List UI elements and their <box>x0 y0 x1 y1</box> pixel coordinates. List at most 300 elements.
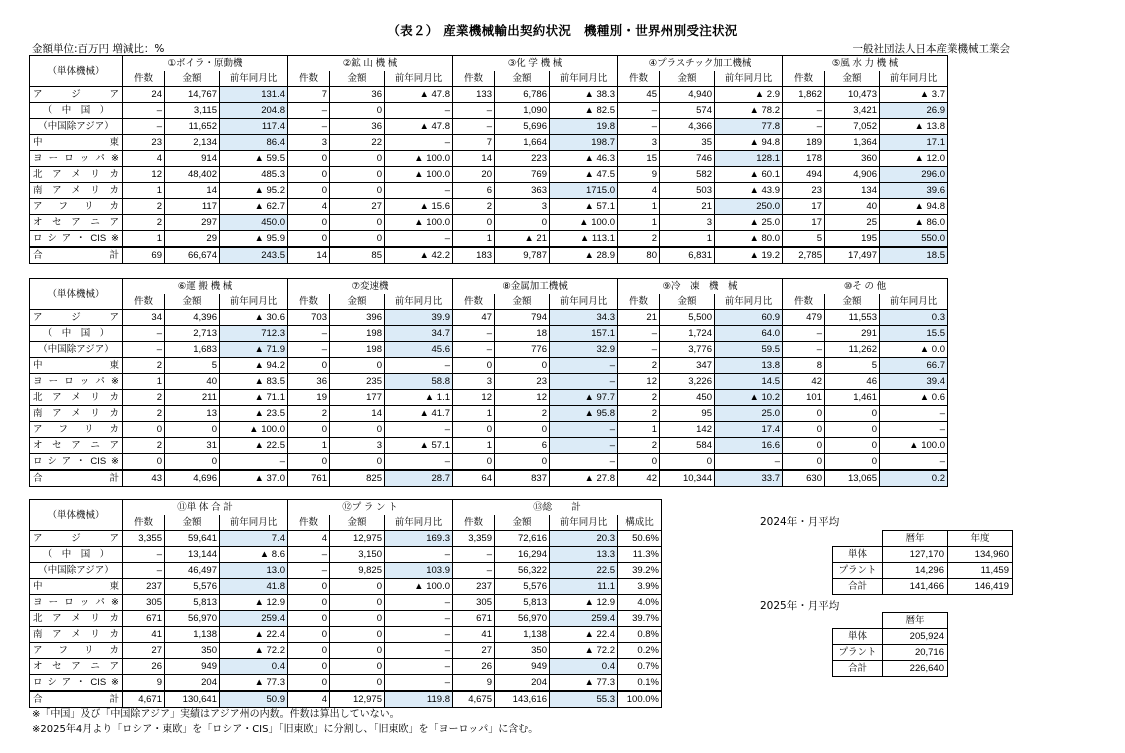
count-cell: 9 <box>453 675 495 692</box>
yoy-cell: ▲ 8.6 <box>220 547 288 563</box>
yoy-cell: 28.7 <box>385 470 453 487</box>
region-label: ロシア・CIS※ <box>30 231 123 248</box>
amount-cell: 95 <box>660 406 715 422</box>
count-cell: 3 <box>453 374 495 390</box>
yoy-cell: 50.9 <box>220 691 288 708</box>
count-cell: 0 <box>288 167 330 183</box>
amount-cell: 5,813 <box>165 595 220 611</box>
yoy-cell: ▲ 2.9 <box>715 87 783 103</box>
yoy-cell: ▲ 95.8 <box>550 406 618 422</box>
count-cell: 0 <box>288 183 330 199</box>
table-row <box>30 374 948 390</box>
count-cell: 17 <box>783 199 825 215</box>
count-cell: 4 <box>123 151 165 167</box>
machine-category-header: ⑨冷 凍 機 械 <box>618 279 783 295</box>
yoy-cell: 86.4 <box>220 135 288 151</box>
count-cell: – <box>123 342 165 358</box>
yoy-cell: 55.3 <box>550 691 618 708</box>
count-cell: 47 <box>453 310 495 326</box>
region-label: ロシア・CIS※ <box>30 675 123 692</box>
yoy-cell: ▲ 100.0 <box>550 215 618 231</box>
amount-cell: 18 <box>495 326 550 342</box>
count-cell: 36 <box>288 374 330 390</box>
yoy-cell: ▲ 95.2 <box>220 183 288 199</box>
amount-cell: 5,813 <box>495 595 550 611</box>
amount-cell: 3,115 <box>165 103 220 119</box>
amount-cell: 0 <box>495 454 550 471</box>
machine-category-header: ⑬総 計 <box>453 500 662 516</box>
count-cell: 0 <box>453 454 495 471</box>
region-label: 合 計 <box>30 247 123 264</box>
yoy-cell: 39.4 <box>880 374 948 390</box>
amount-cell: 6 <box>495 438 550 454</box>
amount-cell: 85 <box>330 247 385 264</box>
yoy-cell: 39.6 <box>880 183 948 199</box>
count-cell: 1 <box>123 183 165 199</box>
table-row <box>30 358 948 374</box>
count-cell: 1 <box>453 406 495 422</box>
column-header-yoy: 前年同月比 <box>220 515 288 531</box>
count-cell: 26 <box>123 659 165 675</box>
count-cell: 1 <box>123 374 165 390</box>
amount-cell: 130,641 <box>165 691 220 708</box>
count-cell: 14 <box>453 151 495 167</box>
summary-2024-header: 年度 <box>948 531 1013 547</box>
table-row <box>30 547 662 563</box>
yoy-cell: – <box>385 135 453 151</box>
region-label: ア ジ ア <box>30 310 123 326</box>
yoy-cell: – <box>550 454 618 471</box>
yoy-cell: 13.8 <box>715 358 783 374</box>
amount-cell: 11,652 <box>165 119 220 135</box>
share-cell: 4.0% <box>618 595 662 611</box>
yoy-cell: ▲ 23.5 <box>220 406 288 422</box>
table-row <box>30 103 948 119</box>
yoy-cell: – <box>715 454 783 471</box>
count-cell: 2,785 <box>783 247 825 264</box>
yoy-cell: ▲ 100.0 <box>220 422 288 438</box>
yoy-cell: – <box>385 611 453 627</box>
yoy-cell: ▲ 19.2 <box>715 247 783 264</box>
count-cell: 0 <box>783 438 825 454</box>
table-row <box>30 563 662 579</box>
amount-cell: 360 <box>825 151 880 167</box>
table-row <box>30 643 662 659</box>
count-cell: 494 <box>783 167 825 183</box>
count-cell: 0 <box>288 659 330 675</box>
count-cell: 27 <box>123 643 165 659</box>
region-label: 南 ア メ リ カ <box>30 183 123 199</box>
count-cell: 15 <box>618 151 660 167</box>
machine-category-header: ⑫プ ラ ン ト <box>288 500 453 516</box>
region-label: オ セ ア ニ ア <box>30 215 123 231</box>
yoy-cell: ▲ 100.0 <box>880 438 948 454</box>
column-header-amount: 金額 <box>330 71 385 87</box>
machine-category-header: ④プラスチック加工機械 <box>618 56 783 72</box>
region-label: 北 ア メ リ カ <box>30 390 123 406</box>
yoy-cell: ▲ 71.1 <box>220 390 288 406</box>
amount-cell: 1,138 <box>495 627 550 643</box>
column-header-amount: 金額 <box>330 515 385 531</box>
yoy-cell: ▲ 46.3 <box>550 151 618 167</box>
yoy-cell: 22.5 <box>550 563 618 579</box>
count-cell: 0 <box>288 215 330 231</box>
amount-cell: 25 <box>825 215 880 231</box>
amount-cell: 0 <box>330 643 385 659</box>
count-cell: – <box>123 563 165 579</box>
amount-cell: 198 <box>330 326 385 342</box>
count-cell: 703 <box>288 310 330 326</box>
yoy-cell: 17.4 <box>715 422 783 438</box>
region-label: ヨーロッパ※ <box>30 595 123 611</box>
count-cell: 0 <box>453 215 495 231</box>
amount-cell: 1 <box>660 231 715 248</box>
share-cell: 100.0% <box>618 691 662 708</box>
unit-header: （単体機械） <box>30 56 123 87</box>
column-header-yoy: 前年同月比 <box>220 71 288 87</box>
amount-cell: ▲ 21 <box>495 231 550 248</box>
yoy-cell: 32.9 <box>550 342 618 358</box>
column-header-amount: 金額 <box>660 71 715 87</box>
yoy-cell: 34.7 <box>385 326 453 342</box>
column-header-count: 件数 <box>288 71 330 87</box>
yoy-cell: ▲ 77.3 <box>550 675 618 692</box>
region-label: 中 東 <box>30 135 123 151</box>
machine-category-header: ③化 学 機 械 <box>453 56 618 72</box>
count-cell: 1 <box>453 438 495 454</box>
orders-table-block-2 <box>29 278 948 487</box>
yoy-cell: 0.2 <box>880 470 948 487</box>
amount-cell: 291 <box>825 326 880 342</box>
column-header-amount: 金額 <box>495 71 550 87</box>
count-cell: – <box>123 119 165 135</box>
amount-cell: 12 <box>495 390 550 406</box>
amount-cell: 0 <box>495 358 550 374</box>
amount-cell: 0 <box>330 595 385 611</box>
column-header-count: 件数 <box>453 294 495 310</box>
yoy-cell: 117.4 <box>220 119 288 135</box>
organization-label: 一般社団法人日本産業機械工業会 <box>852 43 1010 55</box>
yoy-cell: 169.3 <box>385 531 453 547</box>
count-cell: 2 <box>288 406 330 422</box>
count-cell: 14 <box>288 247 330 264</box>
amount-cell: 204 <box>495 675 550 692</box>
amount-cell: 11,262 <box>825 342 880 358</box>
yoy-cell: ▲ 94.8 <box>880 199 948 215</box>
amount-cell: 12,975 <box>330 531 385 547</box>
amount-cell: 14,767 <box>165 87 220 103</box>
count-cell: 12 <box>453 390 495 406</box>
amount-cell: 9,787 <box>495 247 550 264</box>
count-cell: 4 <box>618 183 660 199</box>
column-header-count: 件数 <box>123 515 165 531</box>
amount-cell: 6,786 <box>495 87 550 103</box>
count-cell: 1 <box>618 215 660 231</box>
amount-cell: 6,831 <box>660 247 715 264</box>
count-cell: 9 <box>618 167 660 183</box>
count-cell: 41 <box>453 627 495 643</box>
count-cell: – <box>618 326 660 342</box>
amount-cell: 14 <box>330 406 385 422</box>
amount-cell: 5 <box>165 358 220 374</box>
amount-cell: 794 <box>495 310 550 326</box>
column-header-count: 件数 <box>783 71 825 87</box>
yoy-cell: – <box>220 454 288 471</box>
yoy-cell: ▲ 59.5 <box>220 151 288 167</box>
amount-cell: 949 <box>495 659 550 675</box>
count-cell: – <box>453 547 495 563</box>
count-cell: 0 <box>288 422 330 438</box>
amount-cell: 582 <box>660 167 715 183</box>
yoy-cell: ▲ 1.1 <box>385 390 453 406</box>
count-cell: 41 <box>123 627 165 643</box>
yoy-cell: ▲ 82.5 <box>550 103 618 119</box>
yoy-cell: ▲ 3.7 <box>880 87 948 103</box>
yoy-cell: ▲ 22.4 <box>550 627 618 643</box>
count-cell: – <box>123 326 165 342</box>
yoy-cell: – <box>385 454 453 471</box>
count-cell: – <box>453 103 495 119</box>
share-cell: 0.8% <box>618 627 662 643</box>
column-header-count: 件数 <box>618 71 660 87</box>
yoy-cell: 259.4 <box>550 611 618 627</box>
summary-2025-header: 暦年 <box>883 613 948 629</box>
column-header-count: 件数 <box>453 515 495 531</box>
machine-category-header: ⑧金属加工機械 <box>453 279 618 295</box>
count-cell: 7 <box>453 135 495 151</box>
amount-cell: 134 <box>825 183 880 199</box>
amount-cell: 142 <box>660 422 715 438</box>
column-header-yoy: 前年同月比 <box>385 71 453 87</box>
yoy-cell: 13.3 <box>550 547 618 563</box>
yoy-cell: 103.9 <box>385 563 453 579</box>
column-header-share: 構成比 <box>618 515 662 531</box>
summary-2024-header: 暦年 <box>883 531 948 547</box>
column-header-count: 件数 <box>288 515 330 531</box>
count-cell: – <box>288 103 330 119</box>
yoy-cell: ▲ 86.0 <box>880 215 948 231</box>
amount-cell: 2,134 <box>165 135 220 151</box>
amount-cell: 3 <box>330 438 385 454</box>
amount-cell: 2 <box>495 406 550 422</box>
yoy-cell: ▲ 27.8 <box>550 470 618 487</box>
count-cell: – <box>123 103 165 119</box>
column-header-count: 件数 <box>618 294 660 310</box>
yoy-cell: 39.9 <box>385 310 453 326</box>
amount-cell: 4,396 <box>165 310 220 326</box>
amount-cell: 36 <box>330 119 385 135</box>
region-label: ア フ リ カ <box>30 199 123 215</box>
yoy-cell: – <box>385 183 453 199</box>
summary-2024-row-label: プラント <box>833 563 883 579</box>
yoy-cell: ▲ 100.0 <box>385 579 453 595</box>
count-cell: 101 <box>783 390 825 406</box>
count-cell: 4 <box>288 531 330 547</box>
summary-2024-row-label: 合計 <box>833 579 883 595</box>
yoy-cell: 0.4 <box>550 659 618 675</box>
count-cell: 5 <box>783 231 825 248</box>
yoy-cell: ▲ 97.7 <box>550 390 618 406</box>
count-cell: 0 <box>783 422 825 438</box>
count-cell: 42 <box>618 470 660 487</box>
table-row <box>30 422 948 438</box>
unit-header: （単体機械） <box>30 279 123 310</box>
count-cell: 630 <box>783 470 825 487</box>
count-cell: 4,671 <box>123 691 165 708</box>
amount-cell: 1,138 <box>165 627 220 643</box>
count-cell: 80 <box>618 247 660 264</box>
yoy-cell: 77.8 <box>715 119 783 135</box>
region-label: 合 計 <box>30 470 123 487</box>
table-row <box>30 231 948 248</box>
amount-cell: 198 <box>330 342 385 358</box>
amount-cell: 1,461 <box>825 390 880 406</box>
region-label: （中国除アジア） <box>30 342 123 358</box>
amount-cell: 2,713 <box>165 326 220 342</box>
column-header-yoy: 前年同月比 <box>385 515 453 531</box>
machine-category-header: ⑩そ の 他 <box>783 279 948 295</box>
yoy-cell: – <box>385 675 453 692</box>
amount-cell: 347 <box>660 358 715 374</box>
region-label: （ 中 国 ） <box>30 326 123 342</box>
amount-cell: 177 <box>330 390 385 406</box>
count-cell: – <box>618 103 660 119</box>
yoy-cell: 41.8 <box>220 579 288 595</box>
amount-cell: 5,576 <box>165 579 220 595</box>
count-cell: 1 <box>618 199 660 215</box>
amount-cell: 11,553 <box>825 310 880 326</box>
region-label: ア フ リ カ <box>30 422 123 438</box>
summary-2025-value: 20,716 <box>883 645 948 661</box>
yoy-cell: – <box>385 627 453 643</box>
yoy-cell: – <box>550 374 618 390</box>
yoy-cell: ▲ 30.6 <box>220 310 288 326</box>
yoy-cell: ▲ 100.0 <box>385 215 453 231</box>
region-label: ロシア・CIS※ <box>30 454 123 471</box>
yoy-cell: 131.4 <box>220 87 288 103</box>
count-cell: 2 <box>123 390 165 406</box>
machine-category-header: ②鉱 山 機 械 <box>288 56 453 72</box>
share-cell: 3.9% <box>618 579 662 595</box>
count-cell: 0 <box>288 151 330 167</box>
yoy-cell: 243.5 <box>220 247 288 264</box>
region-label: オ セ ア ニ ア <box>30 659 123 675</box>
yoy-cell: 64.0 <box>715 326 783 342</box>
yoy-cell: 26.9 <box>880 103 948 119</box>
region-label: 北 ア メ リ カ <box>30 611 123 627</box>
table-row <box>30 183 948 199</box>
amount-cell: 117 <box>165 199 220 215</box>
amount-cell: 3 <box>495 199 550 215</box>
region-label: （ 中 国 ） <box>30 103 123 119</box>
amount-cell: 0 <box>495 422 550 438</box>
amount-cell: 3,150 <box>330 547 385 563</box>
yoy-cell: 198.7 <box>550 135 618 151</box>
column-header-count: 件数 <box>453 71 495 87</box>
column-header-amount: 金額 <box>825 294 880 310</box>
amount-cell: 0 <box>330 167 385 183</box>
amount-cell: 769 <box>495 167 550 183</box>
count-cell: 12 <box>123 167 165 183</box>
count-cell: 2 <box>618 438 660 454</box>
summary-2024-title: 2024年・月平均 <box>760 516 840 528</box>
count-cell: – <box>288 547 330 563</box>
table-row <box>30 659 662 675</box>
amount-cell: 9,825 <box>330 563 385 579</box>
amount-cell: 27 <box>330 199 385 215</box>
count-cell: 0 <box>288 643 330 659</box>
count-cell: 2 <box>123 199 165 215</box>
count-cell: 2 <box>123 406 165 422</box>
amount-cell: 0 <box>330 231 385 248</box>
table-row <box>30 595 662 611</box>
yoy-cell: 259.4 <box>220 611 288 627</box>
column-header-yoy: 前年同月比 <box>220 294 288 310</box>
column-header-amount: 金額 <box>495 294 550 310</box>
count-cell: – <box>783 342 825 358</box>
count-cell: – <box>288 342 330 358</box>
amount-cell: 0 <box>330 358 385 374</box>
count-cell: 24 <box>123 87 165 103</box>
table-row <box>30 611 662 627</box>
count-cell: – <box>618 119 660 135</box>
count-cell: 671 <box>123 611 165 627</box>
count-cell: 21 <box>618 310 660 326</box>
table-row <box>30 390 948 406</box>
amount-cell: 66,674 <box>165 247 220 264</box>
yoy-cell: 59.5 <box>715 342 783 358</box>
amount-cell: 1,683 <box>165 342 220 358</box>
column-header-amount: 金額 <box>825 71 880 87</box>
column-header-yoy: 前年同月比 <box>550 294 618 310</box>
yoy-cell: 66.7 <box>880 358 948 374</box>
yoy-cell: 450.0 <box>220 215 288 231</box>
amount-cell: 1,664 <box>495 135 550 151</box>
yoy-cell: – <box>385 595 453 611</box>
yoy-cell: – <box>880 422 948 438</box>
amount-cell: 13 <box>165 406 220 422</box>
summary-2024-table <box>832 530 1013 595</box>
table-row <box>30 151 948 167</box>
amount-cell: 40 <box>165 374 220 390</box>
amount-cell: 72,616 <box>495 531 550 547</box>
page-title: （表２） 産業機械輸出契約状況 機種別・世界州別受注状況 <box>387 23 738 38</box>
count-cell: 3 <box>288 135 330 151</box>
yoy-cell: ▲ 10.2 <box>715 390 783 406</box>
count-cell: 0 <box>783 406 825 422</box>
amount-cell: 3,421 <box>825 103 880 119</box>
column-header-yoy: 前年同月比 <box>550 71 618 87</box>
count-cell: 34 <box>123 310 165 326</box>
count-cell: 237 <box>453 579 495 595</box>
amount-cell: 574 <box>660 103 715 119</box>
yoy-cell: – <box>385 659 453 675</box>
amount-cell: 22 <box>330 135 385 151</box>
yoy-cell: 20.3 <box>550 531 618 547</box>
amount-cell: 0 <box>165 422 220 438</box>
yoy-cell: 157.1 <box>550 326 618 342</box>
yoy-cell: ▲ 77.3 <box>220 675 288 692</box>
column-header-count: 件数 <box>123 294 165 310</box>
column-header-yoy: 前年同月比 <box>880 294 948 310</box>
amount-cell: 0 <box>330 454 385 471</box>
amount-cell: 16,294 <box>495 547 550 563</box>
yoy-cell: ▲ 28.9 <box>550 247 618 264</box>
amount-cell: 5,576 <box>495 579 550 595</box>
table-row <box>30 579 662 595</box>
amount-cell: 0 <box>825 438 880 454</box>
yoy-cell: – <box>385 231 453 248</box>
